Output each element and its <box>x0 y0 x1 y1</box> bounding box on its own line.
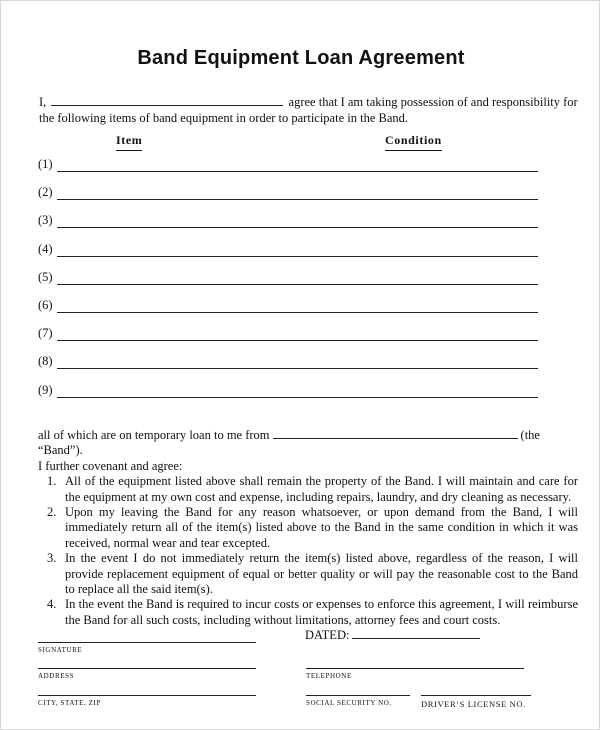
row-number: (8) <box>38 354 53 369</box>
row-number: (4) <box>38 241 53 256</box>
condition-blank-line[interactable] <box>345 199 538 200</box>
intro-agreement-text: agree that I am taking possession of and responsibility for <box>288 95 578 109</box>
condition-header-text: Condition <box>385 133 442 147</box>
condition-blank-line[interactable] <box>345 284 538 285</box>
condition-blank-line[interactable] <box>345 312 538 313</box>
loan-sentence <box>38 428 578 459</box>
dated-field <box>305 628 480 643</box>
row-number: (3) <box>38 213 53 228</box>
equipment-row <box>38 326 578 354</box>
equipment-row <box>38 298 578 326</box>
clause-item <box>38 597 578 628</box>
address-field <box>38 667 256 680</box>
equipment-row <box>38 213 578 241</box>
name-blank-line[interactable] <box>51 95 283 106</box>
item-header-text: Item <box>116 133 143 147</box>
loan-sentence-start: all of which are on temporary loan to me from <box>38 428 270 442</box>
intro-line-2: the following items of band equipment in order to participate in the Band. <box>39 111 409 125</box>
item-blank-line[interactable] <box>57 397 362 398</box>
drivers-license-field <box>421 694 531 709</box>
signature-line[interactable] <box>38 641 256 643</box>
clause-item <box>38 505 578 551</box>
intro-pronoun: I, <box>39 95 47 109</box>
row-number: (2) <box>38 185 53 200</box>
clause-number: 1. <box>47 474 57 489</box>
clause-text: In the event the Band is required to incur costs or expenses to enforce this agreement, I will reimburse the Band for all such costs, including without limitations, attorney fees and court costs. <box>65 597 578 627</box>
city-state-zip-field <box>38 694 256 707</box>
equipment-row <box>38 157 578 185</box>
covenant-intro: I further covenant and agree: <box>38 458 183 473</box>
item-blank-line[interactable] <box>57 227 362 228</box>
clause-number: 2. <box>47 505 57 520</box>
condition-blank-line[interactable] <box>345 171 538 172</box>
item-blank-line[interactable] <box>57 256 362 257</box>
address-line[interactable] <box>38 667 256 669</box>
column-header-condition <box>385 133 442 151</box>
telephone-line[interactable] <box>306 667 524 669</box>
city-state-zip-label: CITY, STATE, ZIP <box>38 699 101 707</box>
ssn-label: SOCIAL SECURITY NO. <box>306 699 392 707</box>
condition-blank-line[interactable] <box>345 397 538 398</box>
drivers-license-label: DRIVER’S LICENSE NO. <box>421 699 526 709</box>
clause-text: In the event I do not immediately return the item(s) listed above, regardless of the reason, I will provide replacement equipment of equal or better quality or will pay the reasonable cost to the Band to replace all the said item(s). <box>65 551 578 597</box>
item-blank-line[interactable] <box>57 171 362 172</box>
item-blank-line[interactable] <box>57 368 362 369</box>
clause-number: 4. <box>47 597 57 612</box>
condition-blank-line[interactable] <box>345 368 538 369</box>
drivers-license-line[interactable] <box>421 694 531 696</box>
city-state-zip-line[interactable] <box>38 694 256 696</box>
equipment-row <box>38 383 578 411</box>
telephone-label: TELEPHONE <box>306 672 352 680</box>
equipment-list <box>38 157 578 411</box>
equipment-row <box>38 354 578 382</box>
ssn-line[interactable] <box>306 694 410 696</box>
equipment-row <box>38 242 578 270</box>
item-blank-line[interactable] <box>57 312 362 313</box>
clause-text: Upon my leaving the Band for any reason whatsoever, or upon demand from the Band, I will immediately return all of the item(s) listed above to the Band in the same condition in which it was received, normal wear and tear excepted. <box>65 505 578 550</box>
lender-blank-line[interactable] <box>273 428 518 439</box>
condition-blank-line[interactable] <box>345 256 538 257</box>
clause-item <box>38 474 578 505</box>
agreement-body <box>38 428 578 628</box>
address-label: ADDRESS <box>38 672 75 680</box>
equipment-row <box>38 270 578 298</box>
telephone-field <box>306 667 524 680</box>
signature-label: SIGNATURE <box>38 646 83 654</box>
intro-line-1 <box>39 94 579 110</box>
item-blank-line[interactable] <box>57 284 362 285</box>
clause-item <box>38 551 578 597</box>
equipment-row <box>38 185 578 213</box>
column-header-item <box>116 133 142 151</box>
row-number: (1) <box>38 157 53 171</box>
item-blank-line[interactable] <box>57 340 362 341</box>
condition-blank-line[interactable] <box>345 340 538 341</box>
item-blank-line[interactable] <box>57 199 362 200</box>
intro-paragraph <box>39 94 579 126</box>
ssn-field <box>306 694 410 707</box>
row-number: (7) <box>38 326 53 341</box>
clause-list <box>38 474 578 628</box>
document-title: Band Equipment Loan Agreement <box>137 47 465 69</box>
date-blank-line[interactable] <box>352 628 480 639</box>
row-number: (9) <box>38 382 53 397</box>
loan-sentence-end: (the “Band”). <box>38 428 540 458</box>
row-number: (6) <box>38 297 53 312</box>
clause-number: 3. <box>47 551 57 566</box>
condition-blank-line[interactable] <box>345 227 538 228</box>
dated-label: DATED: <box>305 628 350 642</box>
clause-text: All of the equipment listed above shall remain the property of the Band. I will maintain and care for the equipment at my own cost and expense, including repairs, laundry, and dry cleaning as necessary. <box>65 474 578 504</box>
row-number: (5) <box>38 269 53 284</box>
signature-field <box>38 641 256 654</box>
